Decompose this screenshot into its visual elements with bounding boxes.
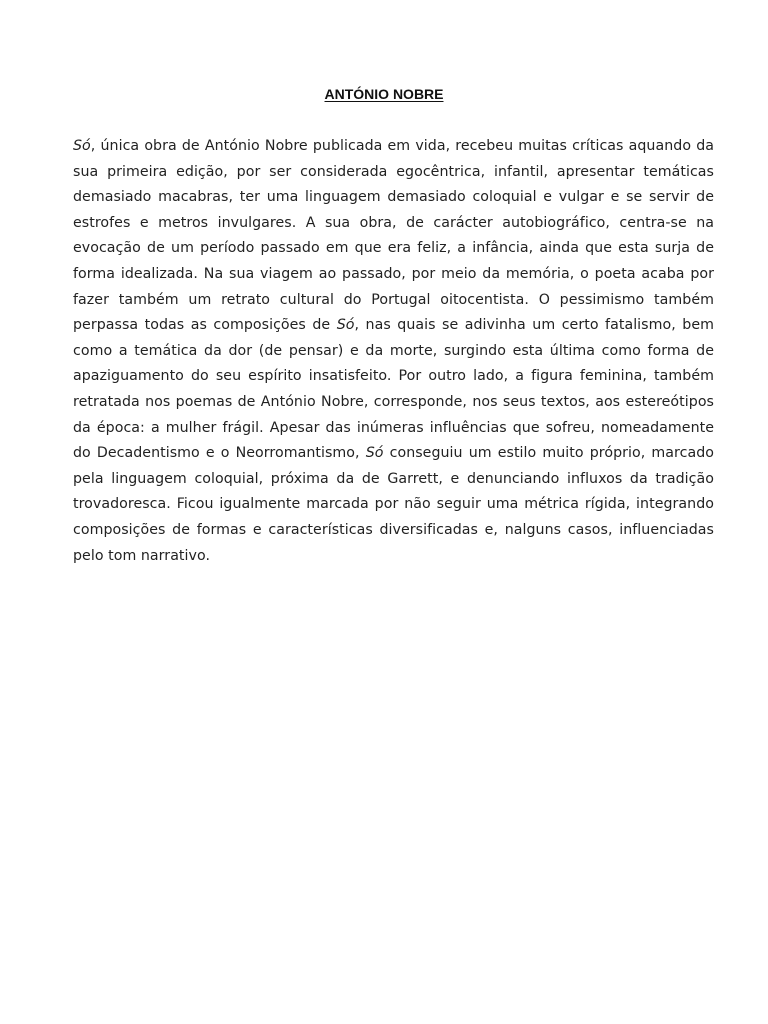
italic-work-title: Só [336,317,355,334]
text-segment: , nas quais se adivinha um certo fatalismo, bem como a temática da dor (de pensar) e da morte, surgindo esta última como forma de apaziguamento do seu espírito insatisfeito. Por outro lado, a figura feminina, também retratada nos poemas de António Nobre, corresponde, nos seus textos, aos estereótipos da época: a mulher frágil. Apesar das inúmeras influências que sofreu, nomeadamente do Decadentismo e o Neorromantismo, [73,317,714,462]
italic-work-title: Só [365,445,384,462]
text-segment: , única obra de António Nobre publicada em vida, recebeu muitas críticas aquando da sua primeira edição, por ser considerada egocêntrica, infantil, apresentar temáticas demasiado macabras, ter uma linguagem demasiado coloquial e vulgar e se servir de estrofes e metros invulgares. A sua obra, de carácter autobiográfico, centra-se na evocação de um período passado em que era feliz, a infância, ainda que esta surja de forma idealizada. Na sua viagem ao passado, por meio da memória, o poeta acaba por fazer também um retrato cultural do Portugal oitocentista. O pessimismo também perpassa todas as composições de [73,138,714,334]
italic-work-title: Só [73,138,91,154]
page-title-text: ANTÓNIO NOBRE [324,86,444,102]
page-title [0,86,768,102]
body-paragraph [73,134,714,569]
text-segment: conseguiu um estilo muito próprio, marcado pela linguagem coloquial, próxima da de Garrett, e denunciando influxos da tradição trovadoresca. Ficou igualmente marcada por não seguir uma métrica rígida, integrando composições de formas e características diversificadas e, nalguns casos, influenciadas pelo tom narrativo. [73,445,714,564]
